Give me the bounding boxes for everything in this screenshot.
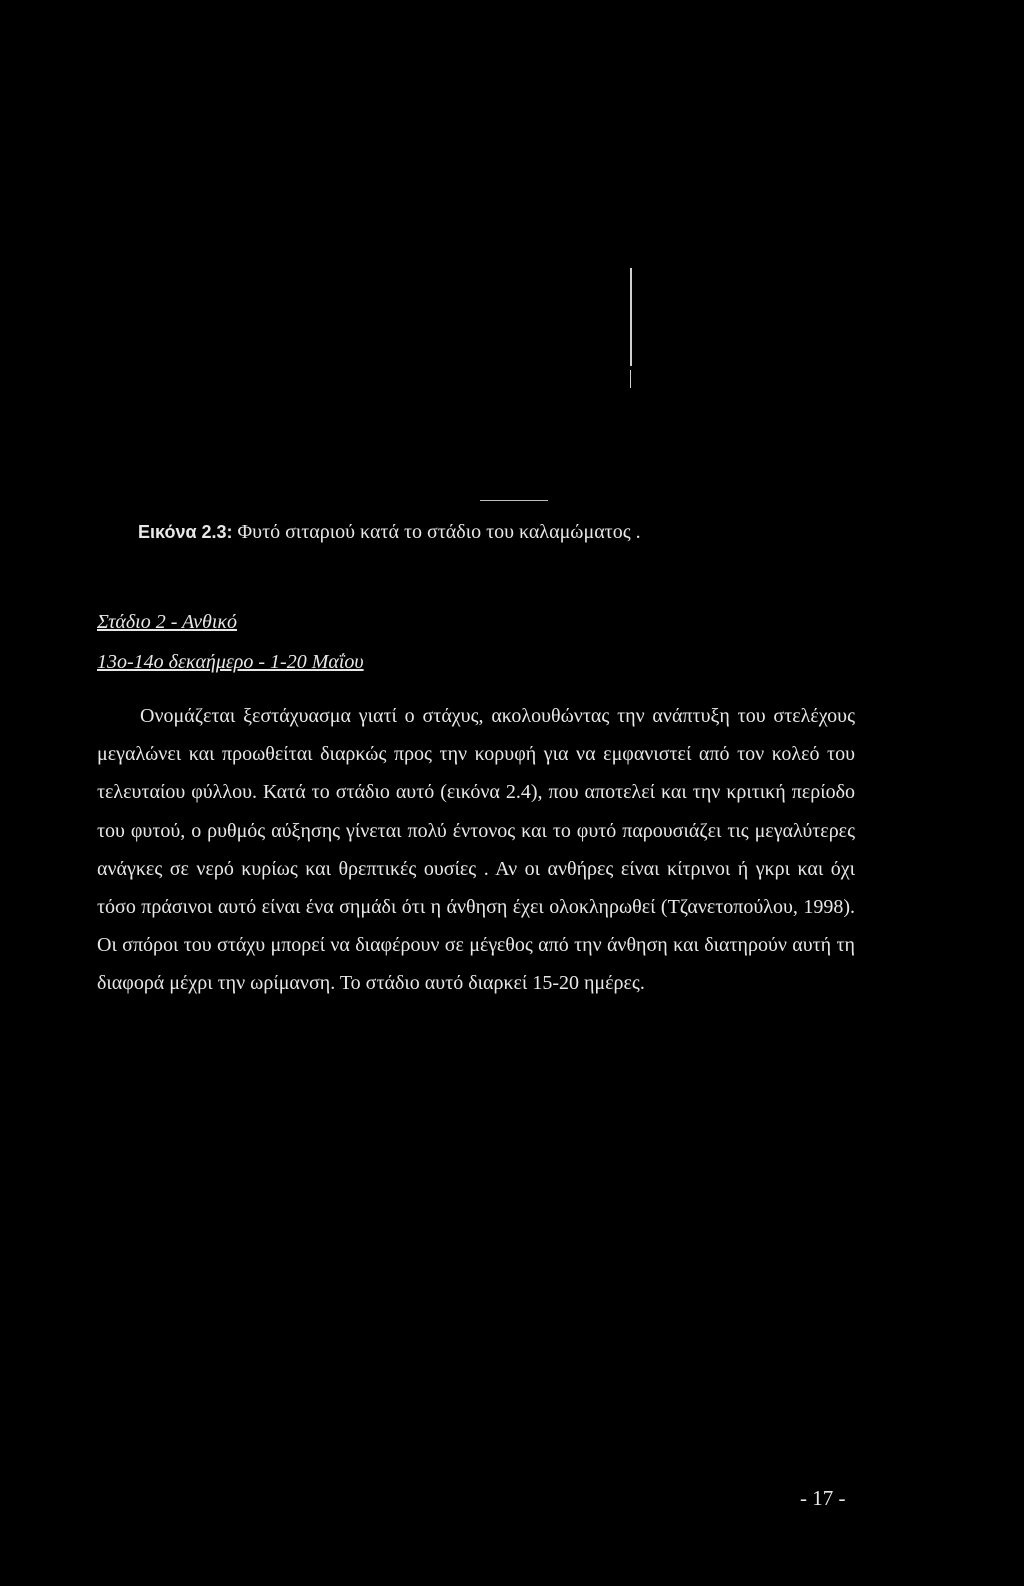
stage-title: Στάδιο 2 - Ανθικό	[97, 611, 237, 633]
figure-caption-text: Φυτό σιταριού κατά το στάδιο του καλαμώματος .	[237, 521, 641, 543]
figure-caption	[138, 521, 641, 544]
figure-divider	[480, 500, 548, 501]
page-number: - 17 -	[800, 1486, 846, 1510]
figure-stem-line	[630, 268, 632, 366]
body-paragraph: Ονομάζεται ξεστάχυασμα γιατί ο στάχυς, ακολουθώντας την ανάπτυξη του στελέχους μεγαλώνει και προωθείται διαρκώς προς την κορυφή για να εμφανιστεί από τον κολεό του τελευταίου φύλλου. Κατά το στάδιο αυτό (εικόνα 2.4), που αποτελεί και την κριτική περίοδο του φυτού, ο ρυθμός αύξησης γίνεται πολύ έντονος και το φυτό παρουσιάζει τις μεγαλύτερες ανάγκες σε νερό κυρίως και θρεπτικές ουσίες . Αν οι ανθήρες είναι κίτρινοι ή γκρι και όχι τόσο πράσινοι αυτό είναι ένα σημάδι ότι η άνθηση έχει ολοκληρωθεί (Τζανετοπούλου, 1998). Οι σπόροι του στάχυ μπορεί να διαφέρουν σε μέγεθος από την άνθηση και διατηρούν αυτή τη διαφορά μέχρι την ωρίμανση. Το στάδιο αυτό διαρκεί 15-20 ημέρες.	[97, 705, 855, 995]
stage-dates: 13ο-14ο δεκαήμερο - 1-20 Μαΐου	[97, 651, 364, 673]
figure-image	[0, 0, 1024, 500]
figure-stem-line-lower	[630, 370, 631, 388]
figure-caption-label: Εικόνα 2.3:	[138, 522, 233, 542]
